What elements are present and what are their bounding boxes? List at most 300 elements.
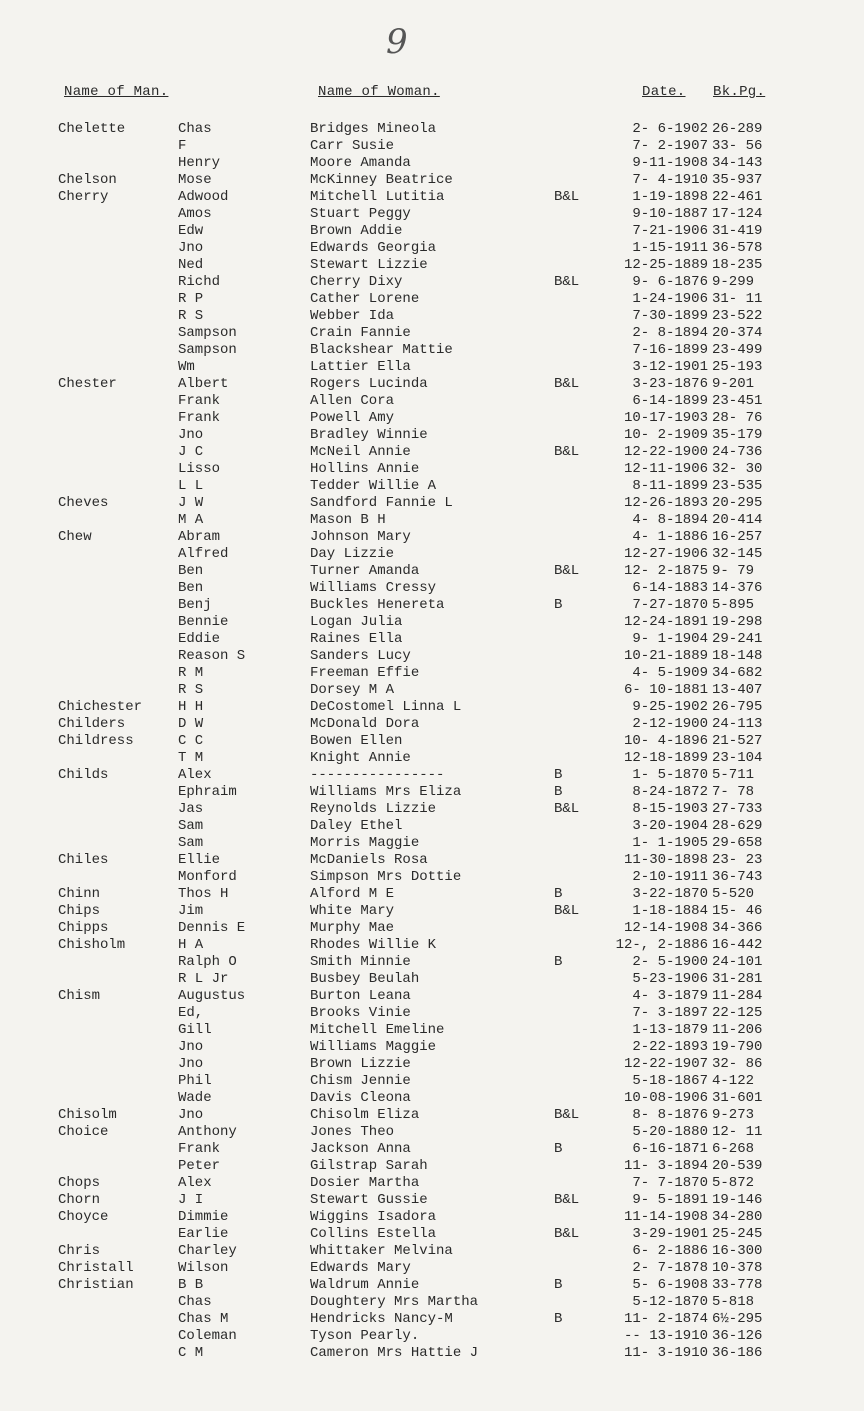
- marriage-date: 5-23-1906: [632, 971, 708, 987]
- surname: Chisholm: [58, 937, 126, 953]
- surname: Chew: [58, 529, 92, 545]
- given-name: Jno: [178, 240, 204, 256]
- marriage-date: 3-29-1901: [632, 1226, 708, 1242]
- table-row: [0, 189, 864, 206]
- given-name: Bennie: [178, 614, 229, 630]
- given-name: R S: [178, 308, 204, 324]
- book-page: 6½-295: [712, 1311, 763, 1327]
- book-page: 4-122: [712, 1073, 755, 1089]
- table-row: [0, 1175, 864, 1192]
- book-page: 5-520: [712, 886, 755, 902]
- given-name: Ralph O: [178, 954, 237, 970]
- record-code: B: [554, 767, 563, 783]
- given-name: Ben: [178, 563, 204, 579]
- woman-name: Rhodes Willie K: [310, 937, 437, 953]
- marriage-date: 6-14-1899: [632, 393, 708, 409]
- given-name: Sam: [178, 818, 204, 834]
- given-name: M A: [178, 512, 204, 528]
- woman-name: Stewart Gussie: [310, 1192, 428, 1208]
- table-row: [0, 1311, 864, 1328]
- table-row: [0, 699, 864, 716]
- woman-name: White Mary: [310, 903, 395, 919]
- table-row: [0, 648, 864, 665]
- woman-name: Lattier Ella: [310, 359, 411, 375]
- book-page: 26-795: [712, 699, 763, 715]
- marriage-date: 7- 3-1897: [632, 1005, 708, 1021]
- woman-name: Whittaker Melvina: [310, 1243, 453, 1259]
- table-row: [0, 461, 864, 478]
- book-page: 11-284: [712, 988, 763, 1004]
- table-row: [0, 1209, 864, 1226]
- header-name-of-woman: Name of Woman.: [318, 84, 440, 100]
- woman-name: Freeman Effie: [310, 665, 420, 681]
- table-row: [0, 444, 864, 461]
- given-name: Sampson: [178, 342, 237, 358]
- book-page: 36-578: [712, 240, 763, 256]
- book-page: 9-299: [712, 274, 755, 290]
- woman-name: Burton Leana: [310, 988, 411, 1004]
- given-name: Benj: [178, 597, 212, 613]
- given-name: R P: [178, 291, 204, 307]
- table-row: [0, 393, 864, 410]
- marriage-date: 7- 2-1907: [632, 138, 708, 154]
- given-name: Thos H: [178, 886, 229, 902]
- woman-name: Sanders Lucy: [310, 648, 411, 664]
- given-name: Monford: [178, 869, 237, 885]
- marriage-date: 9- 6-1876: [632, 274, 708, 290]
- given-name: J I: [178, 1192, 204, 1208]
- book-page: 29-241: [712, 631, 763, 647]
- woman-name: Cameron Mrs Hattie J: [310, 1345, 479, 1361]
- given-name: Earlie: [178, 1226, 229, 1242]
- surname: Chelson: [58, 172, 117, 188]
- table-row: [0, 1158, 864, 1175]
- book-page: 23-104: [712, 750, 763, 766]
- table-row: [0, 529, 864, 546]
- woman-name: Bridges Mineola: [310, 121, 437, 137]
- book-page: 27-733: [712, 801, 763, 817]
- record-code: B: [554, 1141, 563, 1157]
- marriage-date: 11-14-1908: [623, 1209, 708, 1225]
- marriage-date: 6-14-1883: [632, 580, 708, 596]
- header-name-of-man: Name of Man.: [64, 84, 169, 100]
- table-row: [0, 121, 864, 138]
- book-page: 33- 56: [712, 138, 763, 154]
- table-row: [0, 1107, 864, 1124]
- register-table: [0, 121, 864, 1362]
- record-code: B&L: [554, 376, 580, 392]
- woman-name: Dosier Martha: [310, 1175, 420, 1191]
- given-name: C C: [178, 733, 204, 749]
- woman-name: Bowen Ellen: [310, 733, 403, 749]
- given-name: Wilson: [178, 1260, 229, 1276]
- woman-name: Alford M E: [310, 886, 395, 902]
- woman-name: Brown Lizzie: [310, 1056, 411, 1072]
- book-page: 23-451: [712, 393, 763, 409]
- record-code: B&L: [554, 189, 580, 205]
- table-row: [0, 1141, 864, 1158]
- marriage-date: 10-21-1889: [623, 648, 708, 664]
- woman-name: Mitchell Emeline: [310, 1022, 445, 1038]
- marriage-date: 7- 4-1910: [632, 172, 708, 188]
- book-page: 9- 79: [712, 563, 755, 579]
- book-page: 28- 76: [712, 410, 763, 426]
- surname: Chisolm: [58, 1107, 117, 1123]
- surname: Chinn: [58, 886, 101, 902]
- table-row: [0, 1243, 864, 1260]
- woman-name: Logan Julia: [310, 614, 403, 630]
- table-row: [0, 1260, 864, 1277]
- book-page: 24-113: [712, 716, 763, 732]
- surname: Christall: [58, 1260, 134, 1276]
- given-name: Chas: [178, 1294, 212, 1310]
- book-page: 35-937: [712, 172, 763, 188]
- woman-name: ----------------: [310, 767, 445, 783]
- book-page: 34-366: [712, 920, 763, 936]
- given-name: Jno: [178, 427, 204, 443]
- record-code: B&L: [554, 563, 580, 579]
- given-name: Wm: [178, 359, 195, 375]
- given-name: Jas: [178, 801, 204, 817]
- marriage-date: 10- 2-1909: [623, 427, 708, 443]
- record-code: B: [554, 1277, 563, 1293]
- book-page: 18-235: [712, 257, 763, 273]
- woman-name: Jackson Anna: [310, 1141, 411, 1157]
- woman-name: Davis Cleona: [310, 1090, 411, 1106]
- woman-name: Simpson Mrs Dottie: [310, 869, 462, 885]
- given-name: Ben: [178, 580, 204, 596]
- woman-name: Stuart Peggy: [310, 206, 411, 222]
- given-name: H H: [178, 699, 204, 715]
- woman-name: Cather Lorene: [310, 291, 420, 307]
- woman-name: Waldrum Annie: [310, 1277, 420, 1293]
- book-page: 26-289: [712, 121, 763, 137]
- table-row: [0, 1294, 864, 1311]
- table-row: [0, 852, 864, 869]
- table-row: [0, 512, 864, 529]
- woman-name: Turner Amanda: [310, 563, 420, 579]
- woman-name: Allen Cora: [310, 393, 395, 409]
- given-name: Ellie: [178, 852, 221, 868]
- marriage-date: 10- 4-1896: [623, 733, 708, 749]
- book-page: 11-206: [712, 1022, 763, 1038]
- surname: Childers: [58, 716, 126, 732]
- marriage-date: 10-08-1906: [623, 1090, 708, 1106]
- marriage-date: 3-20-1904: [632, 818, 708, 834]
- book-page: 19-146: [712, 1192, 763, 1208]
- table-row: [0, 1226, 864, 1243]
- given-name: Chas M: [178, 1311, 229, 1327]
- table-row: [0, 1039, 864, 1056]
- book-page: 20-374: [712, 325, 763, 341]
- book-page: 9-201: [712, 376, 755, 392]
- woman-name: Edwards Mary: [310, 1260, 411, 1276]
- marriage-date: 2- 6-1902: [632, 121, 708, 137]
- marriage-date: -- 13-1910: [623, 1328, 708, 1344]
- surname: Christian: [58, 1277, 134, 1293]
- surname: Chiles: [58, 852, 109, 868]
- woman-name: Gilstrap Sarah: [310, 1158, 428, 1174]
- book-page: 20-414: [712, 512, 763, 528]
- book-page: 16-442: [712, 937, 763, 953]
- given-name: Frank: [178, 410, 221, 426]
- given-name: Henry: [178, 155, 221, 171]
- table-row: [0, 937, 864, 954]
- given-name: R M: [178, 665, 204, 681]
- given-name: D W: [178, 716, 204, 732]
- surname: Chester: [58, 376, 117, 392]
- book-page: 25-245: [712, 1226, 763, 1242]
- table-row: [0, 325, 864, 342]
- marriage-date: 2- 8-1894: [632, 325, 708, 341]
- table-row: [0, 1022, 864, 1039]
- given-name: Adwood: [178, 189, 229, 205]
- table-row: [0, 988, 864, 1005]
- marriage-date: 3-23-1876: [632, 376, 708, 392]
- table-row: [0, 665, 864, 682]
- woman-name: McNeil Annie: [310, 444, 411, 460]
- table-row: [0, 801, 864, 818]
- woman-name: Powell Amy: [310, 410, 395, 426]
- woman-name: Crain Fannie: [310, 325, 411, 341]
- given-name: Alex: [178, 767, 212, 783]
- marriage-date: 12-26-1893: [623, 495, 708, 511]
- marriage-date: 1- 1-1905: [632, 835, 708, 851]
- book-page: 16-257: [712, 529, 763, 545]
- marriage-date: 4- 3-1879: [632, 988, 708, 1004]
- woman-name: Chism Jennie: [310, 1073, 411, 1089]
- marriage-date: 4- 5-1909: [632, 665, 708, 681]
- woman-name: Mitchell Lutitia: [310, 189, 445, 205]
- marriage-date: 12-11-1906: [623, 461, 708, 477]
- woman-name: Wiggins Isadora: [310, 1209, 437, 1225]
- marriage-date: 7-27-1870: [632, 597, 708, 613]
- woman-name: Webber Ida: [310, 308, 395, 324]
- given-name: Jno: [178, 1056, 204, 1072]
- book-page: 15- 46: [712, 903, 763, 919]
- given-name: H A: [178, 937, 204, 953]
- marriage-date: 11-30-1898: [623, 852, 708, 868]
- given-name: Reason S: [178, 648, 246, 664]
- given-name: Chas: [178, 121, 212, 137]
- given-name: Sampson: [178, 325, 237, 341]
- marriage-date: 5-12-1870: [632, 1294, 708, 1310]
- given-name: Abram: [178, 529, 221, 545]
- marriage-date: 5-20-1880: [632, 1124, 708, 1140]
- woman-name: Blackshear Mattie: [310, 342, 453, 358]
- table-row: [0, 954, 864, 971]
- marriage-date: 7- 7-1870: [632, 1175, 708, 1191]
- table-row: [0, 733, 864, 750]
- page-number: 9: [386, 22, 408, 62]
- book-page: 22-125: [712, 1005, 763, 1021]
- marriage-date: 9-10-1887: [632, 206, 708, 222]
- table-row: [0, 920, 864, 937]
- woman-name: Bradley Winnie: [310, 427, 428, 443]
- marriage-date: 7-21-1906: [632, 223, 708, 239]
- marriage-date: 7-30-1899: [632, 308, 708, 324]
- woman-name: Hollins Annie: [310, 461, 420, 477]
- marriage-date: 3-12-1901: [632, 359, 708, 375]
- header-date: Date.: [642, 84, 686, 100]
- woman-name: Brown Addie: [310, 223, 403, 239]
- marriage-date: 4- 1-1886: [632, 529, 708, 545]
- marriage-date: 8-24-1872: [632, 784, 708, 800]
- marriage-date: 1-13-1879: [632, 1022, 708, 1038]
- given-name: Coleman: [178, 1328, 237, 1344]
- book-page: 12- 11: [712, 1124, 763, 1140]
- book-page: 18-148: [712, 648, 763, 664]
- marriage-date: 12-, 2-1886: [615, 937, 708, 953]
- woman-name: Williams Maggie: [310, 1039, 437, 1055]
- marriage-date: 9- 5-1891: [632, 1192, 708, 1208]
- marriage-date: 2-22-1893: [632, 1039, 708, 1055]
- given-name: Dennis E: [178, 920, 246, 936]
- surname: Chipps: [58, 920, 109, 936]
- table-row: [0, 886, 864, 903]
- woman-name: Brooks Vinie: [310, 1005, 411, 1021]
- marriage-date: 12-22-1907: [623, 1056, 708, 1072]
- book-page: 31- 11: [712, 291, 763, 307]
- marriage-date: 1-19-1898: [632, 189, 708, 205]
- marriage-date: 11- 3-1910: [623, 1345, 708, 1361]
- record-code: B&L: [554, 444, 580, 460]
- marriage-date: 3-22-1870: [632, 886, 708, 902]
- given-name: Ed,: [178, 1005, 204, 1021]
- given-name: Charley: [178, 1243, 237, 1259]
- given-name: Richd: [178, 274, 221, 290]
- book-page: 23-522: [712, 308, 763, 324]
- woman-name: Mason B H: [310, 512, 386, 528]
- book-page: 32-145: [712, 546, 763, 562]
- given-name: Phil: [178, 1073, 212, 1089]
- table-row: [0, 716, 864, 733]
- table-row: [0, 614, 864, 631]
- given-name: Jno: [178, 1039, 204, 1055]
- surname: Choice: [58, 1124, 109, 1140]
- record-code: B: [554, 886, 563, 902]
- table-row: [0, 1124, 864, 1141]
- woman-name: Hendricks Nancy-M: [310, 1311, 453, 1327]
- marriage-date: 6- 2-1886: [632, 1243, 708, 1259]
- woman-name: Tyson Pearly.: [310, 1328, 420, 1344]
- given-name: Ephraim: [178, 784, 237, 800]
- book-page: 5-872: [712, 1175, 755, 1191]
- table-row: [0, 682, 864, 699]
- table-row: [0, 631, 864, 648]
- woman-name: Dorsey M A: [310, 682, 395, 698]
- given-name: J W: [178, 495, 204, 511]
- marriage-date: 1- 5-1870: [632, 767, 708, 783]
- header-book-page: Bk.Pg.: [713, 84, 766, 100]
- surname: Chichester: [58, 699, 143, 715]
- woman-name: Rogers Lucinda: [310, 376, 428, 392]
- book-page: 24-101: [712, 954, 763, 970]
- surname: Cheves: [58, 495, 109, 511]
- table-row: [0, 1328, 864, 1345]
- table-row: [0, 835, 864, 852]
- woman-name: Williams Mrs Eliza: [310, 784, 462, 800]
- table-row: [0, 1005, 864, 1022]
- book-page: 19-790: [712, 1039, 763, 1055]
- given-name: Lisso: [178, 461, 221, 477]
- surname: Chris: [58, 1243, 101, 1259]
- marriage-date: 5- 6-1908: [632, 1277, 708, 1293]
- marriage-date: 9- 1-1904: [632, 631, 708, 647]
- given-name: Jno: [178, 1107, 204, 1123]
- marriage-date: 12- 2-1875: [623, 563, 708, 579]
- record-code: B&L: [554, 1226, 580, 1242]
- book-page: 23-499: [712, 342, 763, 358]
- given-name: J C: [178, 444, 204, 460]
- book-page: 20-539: [712, 1158, 763, 1174]
- marriage-date: 2-12-1900: [632, 716, 708, 732]
- table-row: [0, 784, 864, 801]
- table-row: [0, 1277, 864, 1294]
- marriage-date: 6- 10-1881: [623, 682, 708, 698]
- book-page: 31-281: [712, 971, 763, 987]
- record-code: B&L: [554, 801, 580, 817]
- given-name: T M: [178, 750, 204, 766]
- woman-name: Cherry Dixy: [310, 274, 403, 290]
- table-row: [0, 376, 864, 393]
- surname: Choyce: [58, 1209, 109, 1225]
- record-code: B&L: [554, 274, 580, 290]
- woman-name: Murphy Mae: [310, 920, 395, 936]
- woman-name: Moore Amanda: [310, 155, 411, 171]
- woman-name: Johnson Mary: [310, 529, 411, 545]
- table-row: [0, 767, 864, 784]
- marriage-date: 2- 7-1878: [632, 1260, 708, 1276]
- marriage-date: 12-22-1900: [623, 444, 708, 460]
- woman-name: Doughtery Mrs Martha: [310, 1294, 479, 1310]
- surname: Chelette: [58, 121, 126, 137]
- table-row: [0, 240, 864, 257]
- record-code: B: [554, 597, 563, 613]
- given-name: Peter: [178, 1158, 221, 1174]
- table-row: [0, 291, 864, 308]
- table-row: [0, 478, 864, 495]
- woman-name: Edwards Georgia: [310, 240, 437, 256]
- given-name: Ned: [178, 257, 204, 273]
- book-page: 10-378: [712, 1260, 763, 1276]
- marriage-date: 1-15-1911: [632, 240, 708, 256]
- table-row: [0, 274, 864, 291]
- given-name: R L Jr: [178, 971, 229, 987]
- table-row: [0, 580, 864, 597]
- given-name: Jim: [178, 903, 204, 919]
- record-code: B&L: [554, 1192, 580, 1208]
- given-name: Sam: [178, 835, 204, 851]
- marriage-date: 12-27-1906: [623, 546, 708, 562]
- book-page: 34-682: [712, 665, 763, 681]
- book-page: 14-376: [712, 580, 763, 596]
- woman-name: Jones Theo: [310, 1124, 395, 1140]
- woman-name: Busbey Beulah: [310, 971, 420, 987]
- book-page: 36-186: [712, 1345, 763, 1361]
- marriage-date: 9-25-1902: [632, 699, 708, 715]
- book-page: 5-818: [712, 1294, 755, 1310]
- woman-name: Raines Ella: [310, 631, 403, 647]
- woman-name: Sandford Fannie L: [310, 495, 453, 511]
- table-row: [0, 1090, 864, 1107]
- table-row: [0, 546, 864, 563]
- table-row: [0, 1056, 864, 1073]
- surname: Childress: [58, 733, 134, 749]
- record-code: B: [554, 1311, 563, 1327]
- marriage-date: 12-25-1889: [623, 257, 708, 273]
- table-row: [0, 410, 864, 427]
